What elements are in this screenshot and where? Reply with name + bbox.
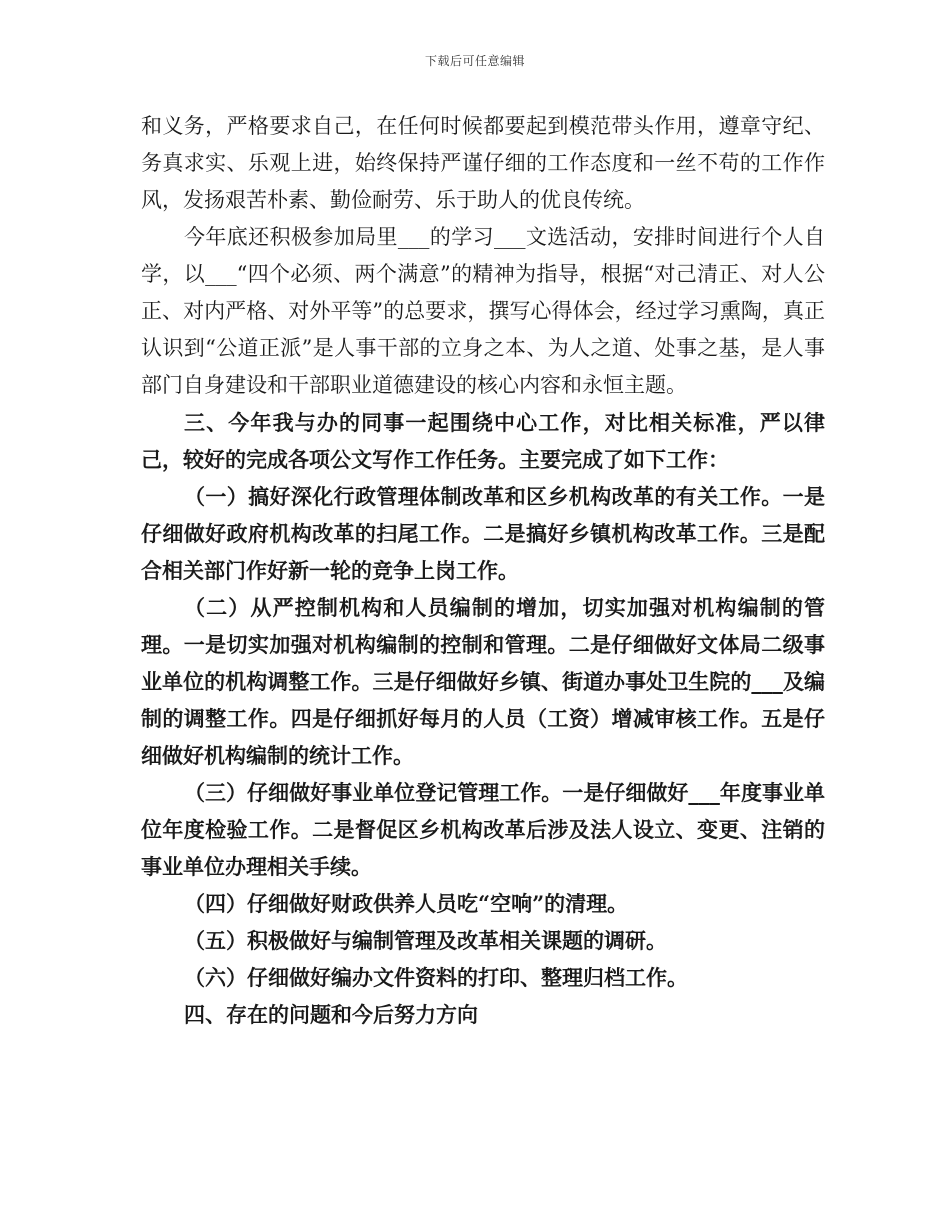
item-four: （四）仔细做好财政供养人员吃“空响”的清理。: [184, 891, 629, 916]
paragraph-continuation: 和义务，严格要求自己，在任何时候都要起到模范带头作用，遵章守纪、务真求实、乐观上进，始终保持严谨仔细的工作态度和一丝不苟的工作作风，发扬艰苦朴素、勤俭耐劳、乐于助人的优良传统。: [141, 114, 825, 212]
page-header: 下载后可任意编辑: [424, 54, 525, 68]
item-five: （五）积极做好与编制管理及改革相关课题的调研。: [184, 928, 667, 953]
item-three: （三）仔细做好事业单位登记管理工作。一是仔细做好___年度事业单位年度检验工作。二是督促区乡机构改革后涉及法人设立、变更、注销的事业单位办理相关手续。: [141, 780, 825, 879]
item-one: （一）搞好深化行政管理体制改革和区乡机构改革的有关工作。一是仔细做好政府机构改革的扫尾工作。二是搞好乡镇机构改革工作。三是配合相关部门作好新一轮的竞争上岗工作。: [141, 484, 825, 583]
item-two: （二）从严控制机构和人员编制的增加，切实加强对机构编制的管理。一是切实加强对机构编制的控制和管理。二是仔细做好文体局二级事业单位的机构调整工作。三是仔细做好乡镇、街道办事处卫生院的___及编制的调整工作。四是仔细抓好每月的人员（工资）增减审核工作。五是仔细做好机构编制的统计工作。: [141, 595, 825, 768]
paragraph-study-activity: 今年底还积极参加局里___的学习___文选活动，安排时间进行个人自学，以___“四个必须、两个满意”的精神为指导，根据“对己清正、对人公正、对内严格、对外平等”的总要求，撰写心得体会，经过学习熏陶，真正认识到“公道正派”是人事干部的立身之本、为人之道、处事之基，是人事部门自身建设和干部职业道德建设的核心内容和永恒主题。: [141, 225, 825, 397]
section-heading-four: 四、存在的问题和今后努力方向: [184, 1002, 478, 1027]
document-body: [141, 108, 825, 1033]
section-heading-three: 三、今年我与办的同事一起围绕中心工作，对比相关标准，严以律己，较好的完成各项公文写作工作任务。主要完成了如下工作：: [141, 410, 825, 472]
item-six: （六）仔细做好编办文件资料的打印、整理归档工作。: [184, 965, 688, 990]
